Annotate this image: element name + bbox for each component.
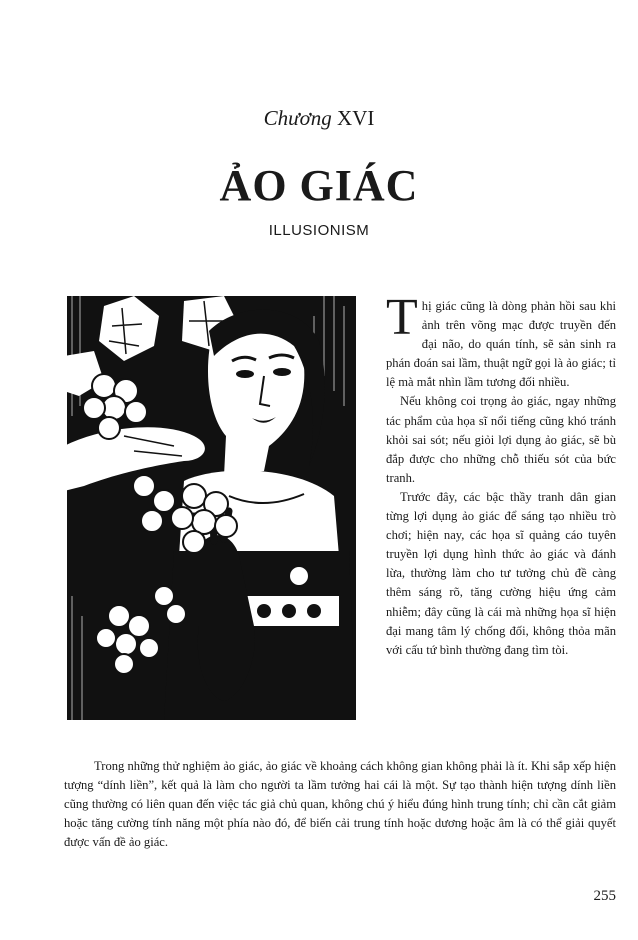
woman-with-grapes-icon (64, 296, 356, 720)
chapter-subtitle: ILLUSIONISM (268, 222, 370, 239)
side-paragraph-2: Nếu không coi trọng ảo giác, ngay những tác phẩm của họa sĩ nổi tiếng cũng khó tránh khỏi sai sót; nếu giỏi lợi dụng ảo giác, sẽ bù đắp được cho những chỗ thiếu sót của bức tranh. (386, 394, 616, 485)
side-paragraph-1 (386, 289, 616, 392)
bottom-text-block (64, 757, 616, 852)
side-text-column (386, 289, 616, 660)
drop-cap: T (386, 289, 418, 346)
chapter-title: ẢO GIÁC (219, 161, 419, 210)
chapter-heading (0, 106, 638, 131)
woman-with-grapes-illustration (64, 296, 356, 720)
chapter-numeral: XVI (337, 106, 375, 130)
page-number: 255 (593, 888, 616, 904)
chapter-word: Chương (263, 106, 332, 130)
bottom-paragraph: Trong những thử nghiệm ảo giác, ảo giác về khoảng cách không gian không phải là ít. Khi sắp xếp hiện tượng “dính liền”, kết quả là làm cho người ta lầm tưởng hai cái là một. Sự tạo thành hiện tượng dính liền cũng thường có liên quan đến việc tác giả chủ quan, không chú ý hiểu đúng hình trung tính; chỉ cần cắt giảm hoặc tăng cường tính năng một phía nào đó, để biến cải trung tính hoặc dương hoặc âm là có thể giải quyết được vấn đề ảo giác. (64, 759, 616, 850)
side-paragraph-3: Trước đây, các bậc thầy tranh dân gian từng lợi dụng ảo giác để sáng tạo nhiều trò chơi; hiện nay, các họa sĩ quảng cáo tuyên truyền lợi dụng hình thức ảo giác và đánh lừa, thường làm cho tư tưởng chủ đề càng thêm sáng rõ, tăng cường hiệu ứng cảm nhiễm; đây cũng là cái mà những họa sĩ hiện đại mang tâm lý chống đối, không thỏa mãn với cấu tứ bình thường đang tìm tòi. (386, 489, 616, 657)
side-paragraph-1-text: hị giác cũng là dòng phản hồi sau khi ảnh trên võng mạc được truyền đến đại não, do quán tính, sẽ sản sinh ra phán đoán sai lầm, thuật ngữ gọi là ảo giác; tỉ lệ mà mắt nhìn lầm tương đối nhiều. (386, 299, 616, 390)
